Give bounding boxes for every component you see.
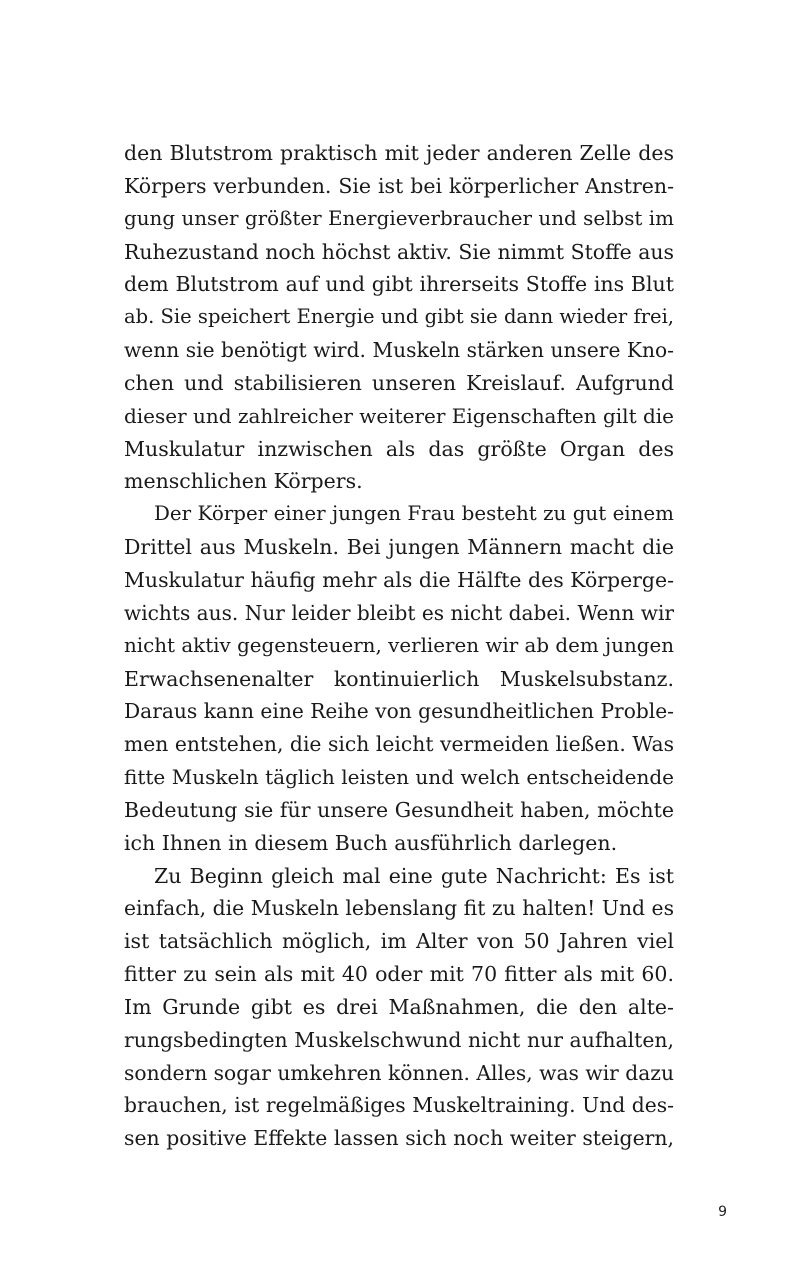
text-line: Erwachsenenalter kontinuierlich Muskelsubstanz.: [124, 666, 674, 691]
text-line: menschlichen Körpers.: [124, 469, 363, 494]
text-line: rungsbedingten Muskelschwund nicht nur aufhalten,: [124, 1027, 674, 1052]
text-line: ist tatsächlich möglich, im Alter von 50 Jahren viel: [124, 929, 674, 954]
text-line: ab. Sie speichert Energie und gibt sie dann wieder frei,: [124, 305, 674, 329]
text-line: einfach, die Muskeln lebenslang fit zu halten! Und es: [124, 896, 674, 921]
text-line: dem Blutstrom auf und gibt ihrerseits Stoffe ins Blut: [124, 272, 674, 297]
text-line: gung unser größter Energieverbraucher und selbst im: [124, 206, 674, 230]
text-line: Daraus kann eine Reihe von gesundheitlichen Proble-: [124, 699, 674, 724]
text-line: Zu Beginn gleich mal eine gute Nachricht: Es ist: [154, 863, 674, 888]
body-text: [124, 137, 674, 1155]
text-line: Ruhezustand noch höchst aktiv. Sie nimmt Stoffe aus: [124, 239, 674, 264]
text-line: Bedeutung sie für unsere Gesundheit haben, möchte: [124, 797, 674, 822]
text-line: Muskulatur häufig mehr als die Hälfte des Körperge-: [124, 567, 674, 592]
text-line: sondern sogar umkehren können. Alles, was wir dazu: [124, 1060, 674, 1085]
text-line: chen und stabilisieren unseren Kreislauf. Aufgrund: [124, 370, 674, 395]
text-line: Körpers verbunden. Sie ist bei körperlicher Anstren-: [124, 173, 674, 198]
text-line: fitter zu sein als mit 40 oder mit 70 fitter als mit 60.: [124, 962, 674, 987]
text-line: fitte Muskeln täglich leisten und welch entscheidende: [124, 765, 674, 790]
text-line: Der Körper einer jungen Frau besteht zu gut einem: [154, 502, 674, 526]
text-line: men entstehen, die sich leicht vermeiden ließen. Was: [124, 732, 674, 757]
text-line: sen positive Effekte lassen sich noch weiter steigern,: [124, 1126, 674, 1151]
text-line: dieser und zahlreicher weiterer Eigenschaften gilt die: [124, 403, 674, 428]
text-line: wenn sie benötigt wird. Muskeln stärken unsere Kno-: [124, 338, 674, 363]
text-line: Im Grunde gibt es drei Maßnahmen, die den alte-: [124, 994, 674, 1019]
text-line: Muskulatur inzwischen als das größte Organ des: [124, 436, 674, 461]
text-line: den Blutstrom praktisch mit jeder anderen Zelle des: [124, 141, 674, 165]
text-line: wichts aus. Nur leider bleibt es nicht dabei. Wenn wir: [124, 600, 674, 625]
page-number: 9: [718, 1204, 727, 1220]
text-line: ich Ihnen in diesem Buch ausführlich darlegen.: [124, 830, 618, 855]
text-line: Drittel aus Muskeln. Bei jungen Männern macht die: [124, 535, 674, 560]
text-line: brauchen, ist regelmäßiges Muskeltraining. Und des-: [124, 1093, 674, 1118]
text-line: nicht aktiv gegensteuern, verlieren wir ab dem jungen: [124, 633, 674, 657]
